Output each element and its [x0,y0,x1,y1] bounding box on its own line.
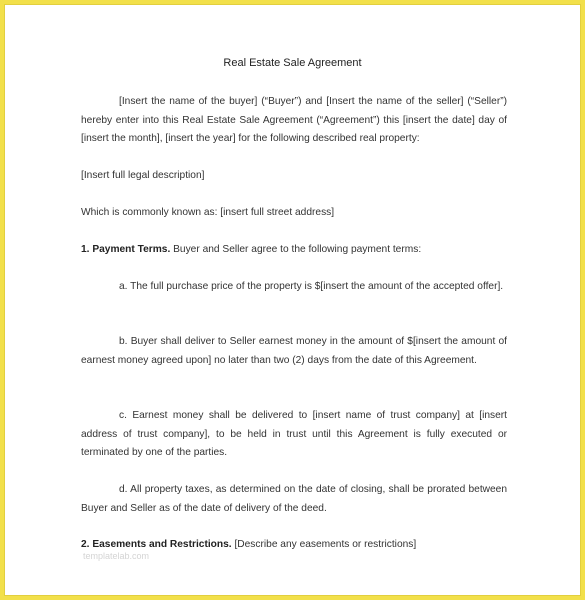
payment-terms-section [81,241,507,260]
document-title: Real Estate Sale Agreement [223,57,362,69]
easements-text: [Describe any easements or restrictions] [234,539,417,550]
document-page [4,4,581,596]
legal-description: [Insert full legal description] [81,170,205,181]
intro-paragraph: [Insert the name of the buyer] (“Buyer”) and [Insert the name of the seller] (“Seller”) hereby enter into this Real Estate Sale Agreement (“Agreement”) this [insert the date] day of [insert the month], [insert the year] for the following described real property: [81,96,507,144]
payment-terms-text: Buyer and Seller agree to the following payment terms: [173,244,422,255]
payment-terms-heading: 1. Payment Terms. [81,244,171,255]
payment-item-d: d. All property taxes, as determined on the date of closing, shall be prorated between Buyer and Seller as of the date of delivery of the deed. [81,484,507,514]
watermark: templatelab.com [83,551,150,561]
payment-item-b: b. Buyer shall deliver to Seller earnest money in the amount of $[insert the amount of earnest money agreed upon] no later than two (2) days from the date of this Agreement. [81,336,507,366]
payment-item-a: a. The full purchase price of the property is $[insert the amount of the accepted offer]. [119,281,504,292]
street-address-line: Which is commonly known as: [insert full street address] [81,207,335,218]
payment-item-c: c. Earnest money shall be delivered to [insert name of trust company] at [insert address of trust company], to be held in trust until this Agreement is fully executed or terminated by one of the parties. [81,410,507,458]
easements-heading: 2. Easements and Restrictions. [81,539,232,550]
